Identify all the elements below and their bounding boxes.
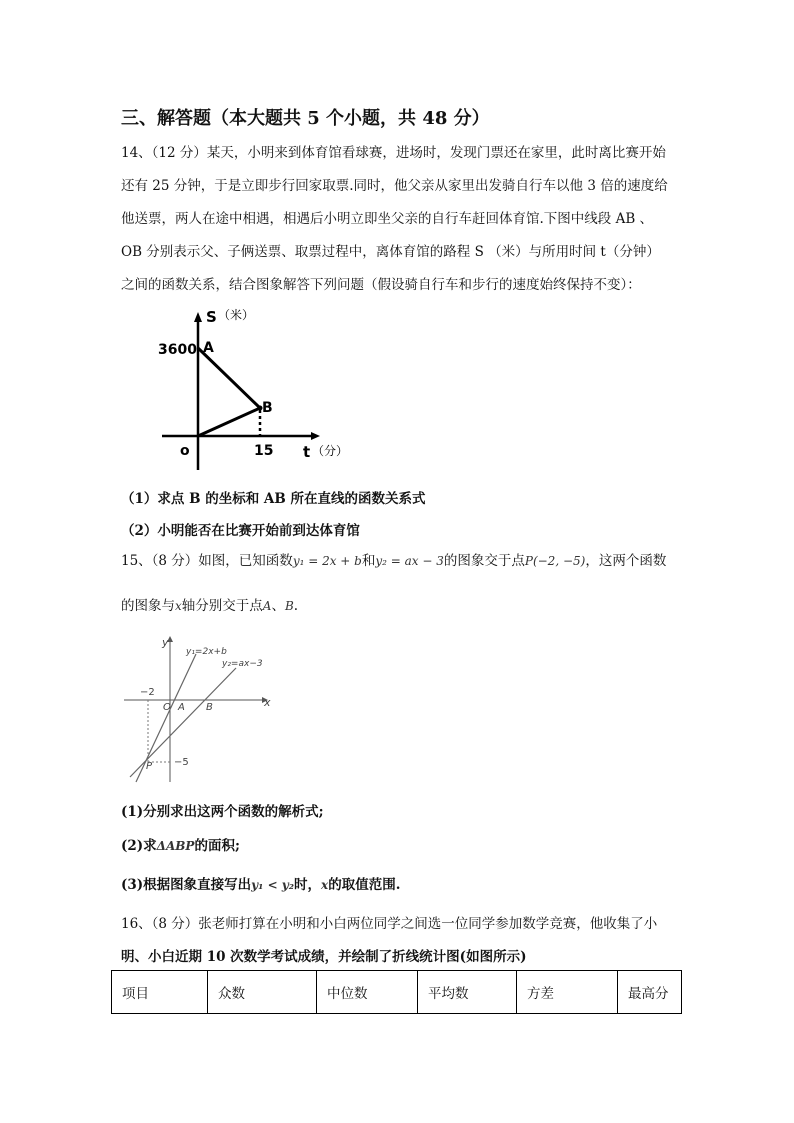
origin-label: O — [163, 702, 171, 713]
q15-text-1a: 15、（8 分）如图，已知函数 — [121, 553, 293, 569]
q15-pt-b: B — [284, 599, 294, 613]
q15-eq1: y₁ = 2x + b — [292, 554, 362, 568]
tick-neg5: −5 — [174, 757, 189, 768]
y-axis-unit: （米） — [218, 308, 255, 322]
q15-sub3 — [121, 873, 400, 893]
q14-line-2: 还有 25 分钟，于是立即步行回家取票.同时，他父亲从家里出发骑自行车以他 3 倍的速度给 — [121, 178, 668, 194]
x-tick-15: 15 — [254, 443, 274, 459]
line-y2-label: y₂=ax−3 — [222, 659, 263, 669]
q16-stats-table — [111, 970, 682, 1014]
q15-pt-a: A — [262, 599, 272, 613]
q15-graph — [118, 632, 278, 784]
header-cell-median: 中位数 — [317, 971, 418, 1014]
point-a-label: A — [178, 702, 185, 713]
header-cell-mean: 平均数 — [418, 971, 517, 1014]
q15-eq2: y₂ = ax − 3 — [375, 554, 444, 568]
segment-ab — [198, 348, 260, 408]
q14-line-5: 之间的函数关系，结合图象解答下列问题（假设骑自行车和步行的速度始终保持不变）： — [121, 277, 641, 293]
header-cell-variance: 方差 — [517, 971, 618, 1014]
q15-text-1d: ，这两个函数 — [585, 553, 667, 569]
q15-sub3-text-c: 的取值范围. — [328, 877, 401, 893]
q16-line-1: 16、（8 分）张老师打算在小明和小白两位同学之间选一位同学参加数学竞赛，他收集了小 — [121, 916, 658, 932]
y-axis-label: S — [206, 308, 217, 326]
x-axis-label: t — [303, 443, 311, 461]
line-y1-label: y₁=2x+b — [186, 647, 227, 657]
y-label: y — [162, 636, 169, 649]
point-b-label: B — [262, 400, 273, 416]
table-row — [112, 971, 682, 1014]
point-p-label: P — [146, 761, 153, 772]
point-a-label: A — [203, 340, 214, 356]
q15-sub2-text-a: (2)求 — [121, 838, 157, 854]
q14-line-1: 14、（12 分）某天，小明来到体育馆看球赛，进场时，发现门票还在家里，此时离比赛开始 — [121, 145, 666, 161]
x-label: x — [264, 696, 271, 709]
q15-text-2c: . — [293, 598, 299, 614]
header-cell-item: 项目 — [112, 971, 208, 1014]
q15-sub3-text-b: 时， — [294, 877, 322, 893]
q16-line-2: 明、小白近期 10 次数学考试成绩，并绘制了折线统计图(如图所示) — [121, 949, 527, 965]
q15-line-2 — [121, 590, 298, 623]
q14-sub1: （1）求点 B 的坐标和 AB 所在直线的函数关系式 — [121, 491, 426, 507]
q15-sub1: (1)分别求出这两个函数的解析式; — [121, 804, 324, 820]
q15-sub2-text-b: 的面积; — [194, 838, 240, 854]
q15-sub3-math: y₁ < y₂ — [251, 878, 295, 892]
q15-text-1b: 和 — [361, 553, 376, 569]
x-axis-unit: （分） — [312, 444, 349, 458]
header-cell-max: 最高分 — [618, 971, 682, 1014]
y-axis-arrow — [194, 312, 202, 322]
q14-line-3: 他送票，两人在途中相遇，相遇后小明立即坐父亲的自行车赶回体育馆.下图中线段 AB 、 — [121, 211, 654, 227]
q16-text — [121, 908, 657, 974]
q15-sep: 、 — [271, 598, 285, 614]
q14-graph — [150, 300, 360, 470]
q15-sub2-math: ΔABP — [156, 839, 195, 853]
q15-text-2b: 轴分别交于点 — [181, 598, 263, 614]
q15-text-1c: 的图象交于点 — [443, 553, 525, 569]
q15-point-p: P(−2, −5) — [524, 554, 586, 568]
header-cell-mode: 众数 — [208, 971, 317, 1014]
tick-neg2: −2 — [140, 687, 155, 698]
x-axis-arrow — [311, 432, 320, 440]
q14-sub2: （2）小明能否在比赛开始前到达体育馆 — [121, 523, 360, 539]
q14-text — [121, 137, 668, 302]
origin-label: o — [180, 443, 190, 459]
q15-sub2 — [121, 834, 240, 854]
q15-var-x: x — [175, 599, 182, 613]
y-tick-3600: 3600 — [158, 342, 197, 358]
q15-sub3-x: x — [321, 878, 329, 892]
section-title: 三、解答题（本大题共 5 个小题，共 48 分） — [121, 108, 490, 129]
q15-sub3-text-a: (3)根据图象直接写出 — [121, 877, 252, 893]
point-b-label: B — [206, 702, 213, 713]
q15-line-1 — [121, 545, 666, 578]
segment-ob — [198, 408, 260, 436]
q14-line-4: OB 分别表示父、子俩送票、取票过程中，离体育馆的路程 S （米）与所用时间 t（分钟） — [121, 244, 660, 260]
q15-text-2a: 的图象与 — [121, 598, 175, 614]
